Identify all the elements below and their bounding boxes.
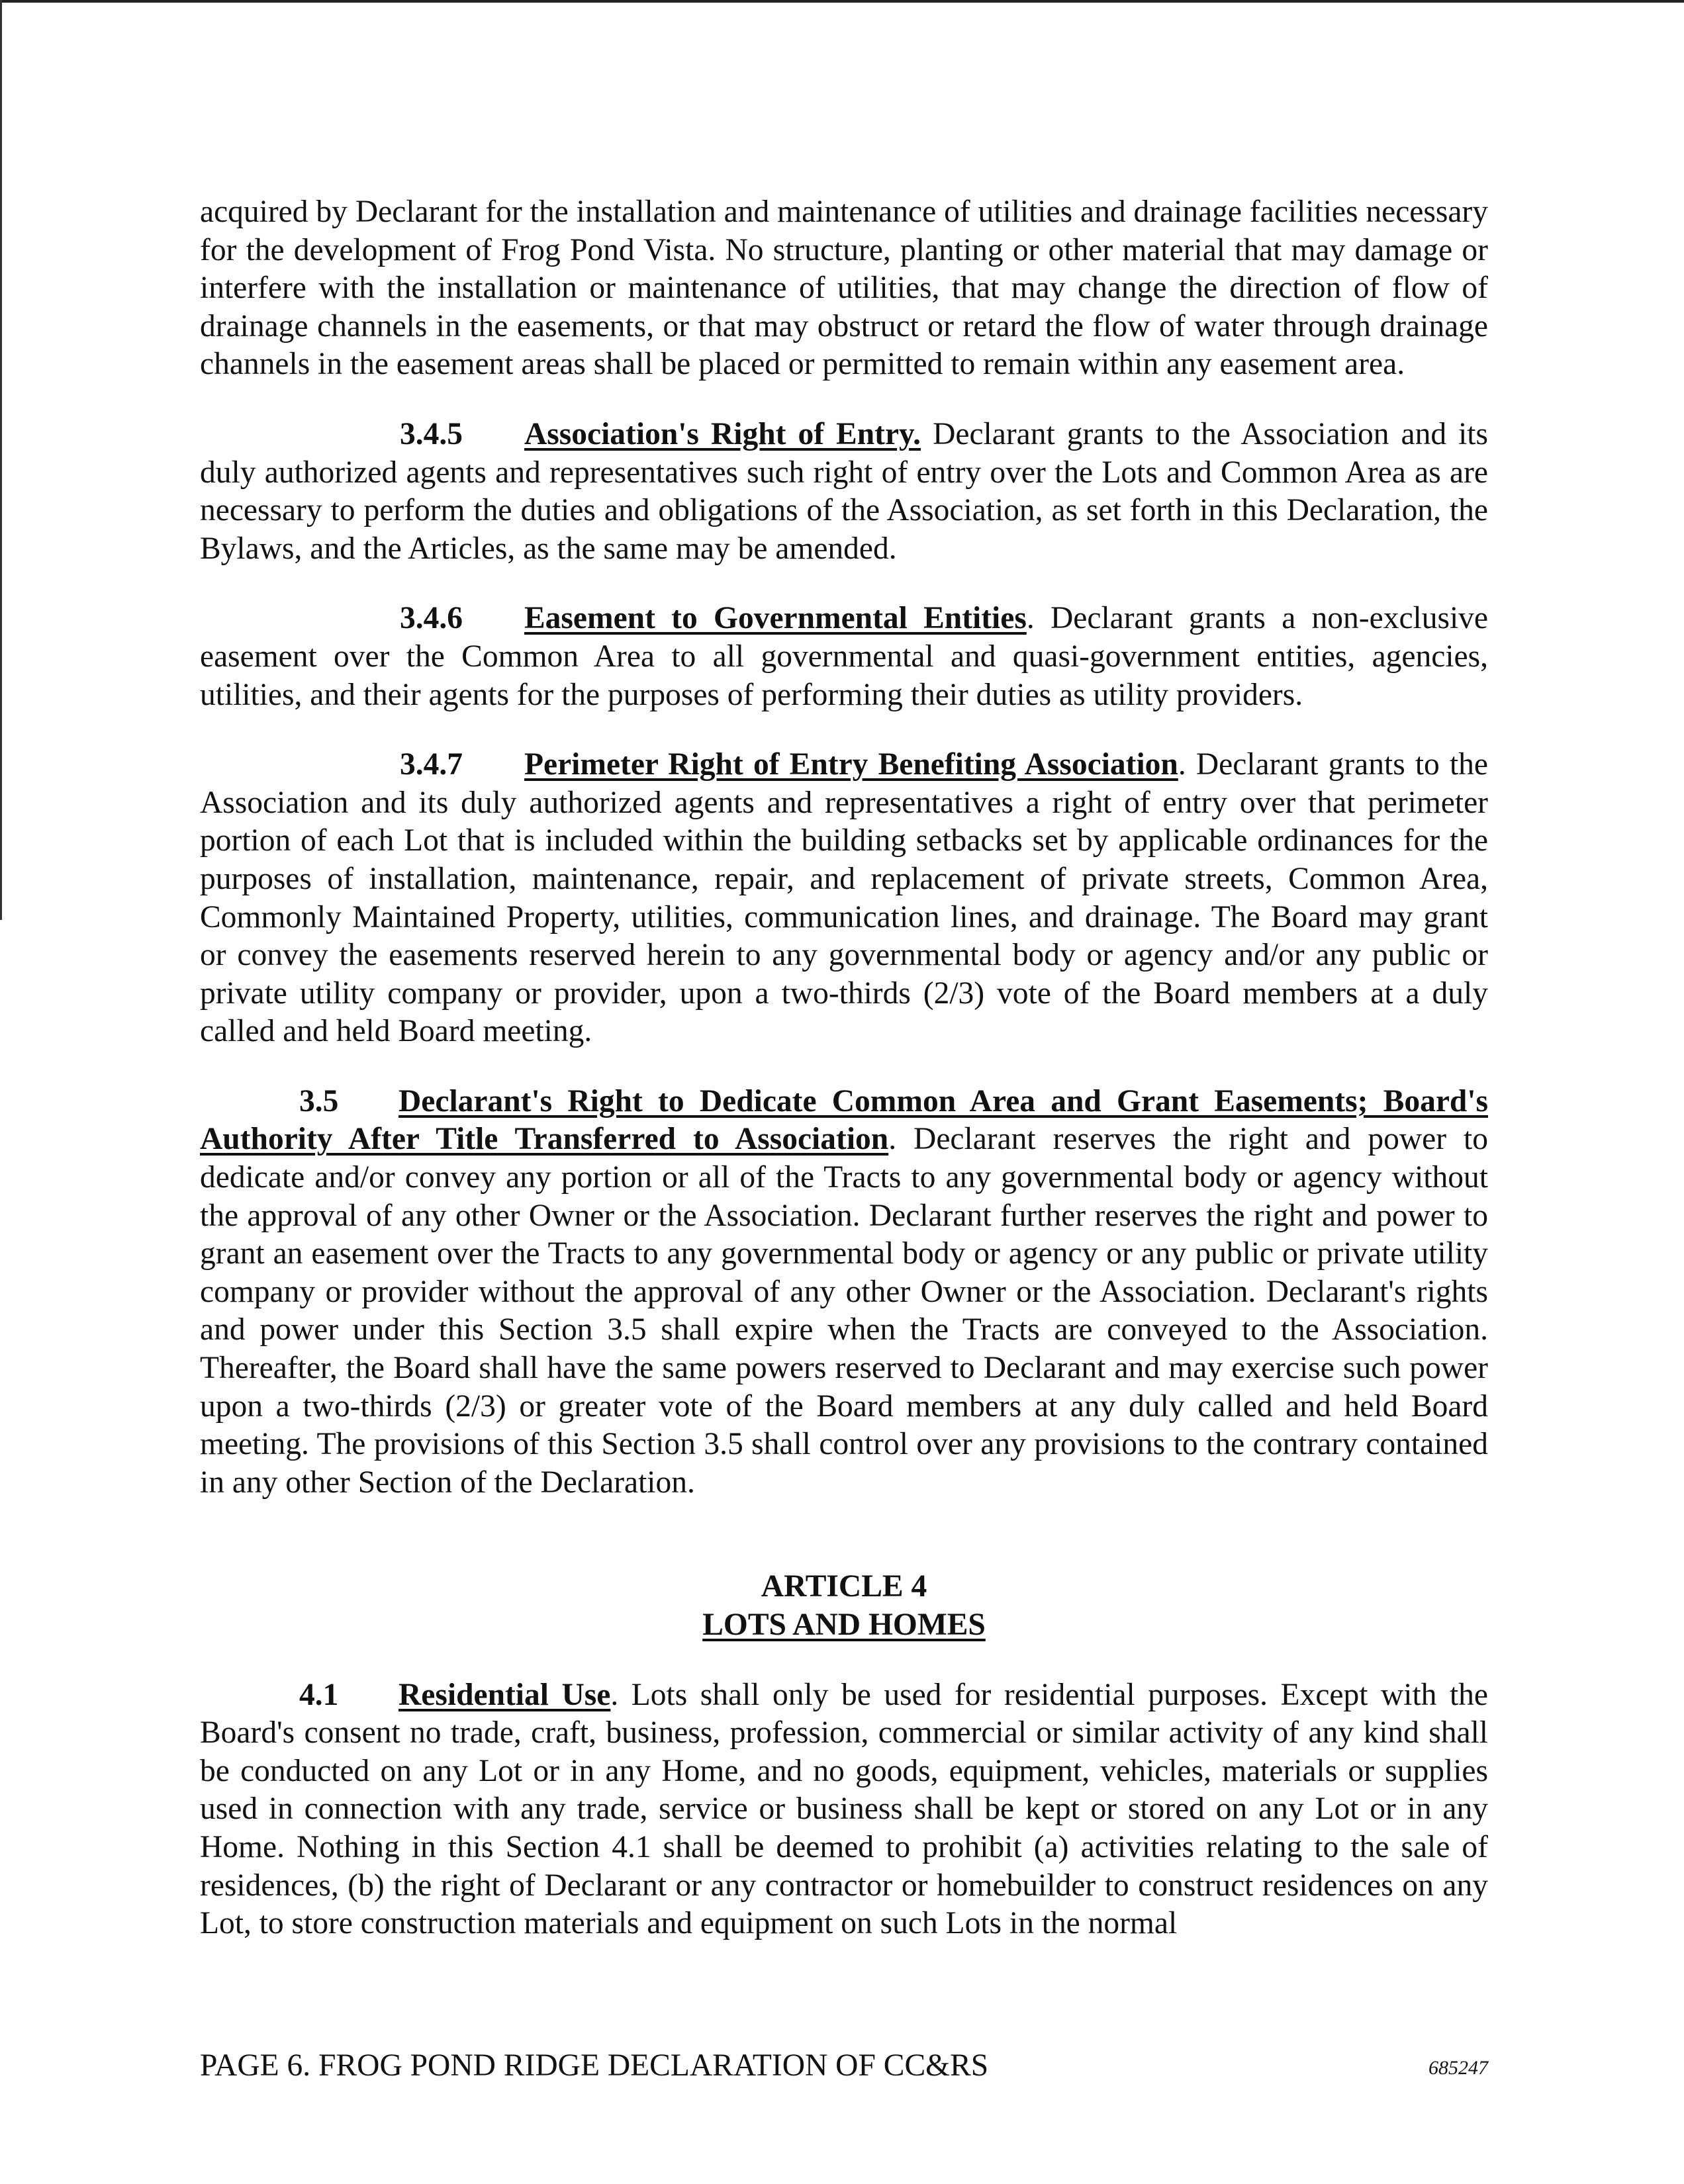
section-3-4-5 — [200, 416, 1488, 568]
section-heading: Perimeter Right of Entry Benefiting Association — [524, 747, 1178, 782]
section-heading: Association's Right of Entry. — [524, 416, 921, 451]
paragraph-continuation: acquired by Declarant for the installation and maintenance of utilities and drainage facilities necessary for the development of Frog Pond Vista. No structure, planting or other material that may damage or interfere with the installation or maintenance of utilities, that may change the direction of flow of drainage channels in the easements, or that may obstruct or retard the flow of water through drainage channels in the easement areas shall be placed or permitted to remain within any easement area. — [200, 195, 1488, 382]
section-number: 4.1 — [299, 1677, 339, 1712]
section-3-4-7 — [200, 746, 1488, 1051]
section-number: 3.4.7 — [400, 747, 463, 782]
article-title: LOTS AND HOMES — [702, 1608, 986, 1642]
section-number: 3.4.5 — [400, 416, 463, 451]
document-code: 685247 — [1428, 2057, 1488, 2079]
section-3-5 — [200, 1083, 1488, 1502]
section-number: 3.5 — [299, 1083, 339, 1118]
section-text: . Declarant reserves the right and power to dedicate and/or convey any portion or all of the Tracts to any governmental body or agency without the approval of any other Owner or the Association. Declarant further reserves the right and power to grant an easement over the Tracts to any governmental body or agency or any public or private utility company or provider without the approval of any other Owner or the Association. Declarant's rights and power under this Section 3.5 shall expire when the Tracts are conveyed to the Association. Thereafter, the Board shall have the same powers reserved to Declarant and may exercise such power upon a two-thirds (2/3) or greater vote of the Board members at any duly called and held Board meeting. The provisions of this Section 3.5 shall control over any provisions to the contrary contained in any other Section of the Declaration. — [200, 1122, 1488, 1500]
section-text: Declarant grants to the Association and its duly authorized agents and representatives such right of entry over the Lots and Common Area as are necessary to perform the duties and obligations of the Association, as set forth in this Declaration, the Bylaws, and the Articles, as the same may be amended. — [200, 416, 1488, 566]
section-text: . Declarant grants to the Association and its duly authorized agents and representatives a right of entry over that perimeter portion of each Lot that is included within the building setbacks set by applicable ordinances for the purposes of installation, maintenance, repair, and replacement of private streets, Common Area, Commonly Maintained Property, utilities, communication lines, and drainage. The Board may grant or convey the easements reserved herein to any governmental body or agency and/or any public or private utility company or provider, upon a two-thirds (2/3) vote of the Board members at a duly called and held Board meeting. — [200, 747, 1488, 1049]
section-3-4-6 — [200, 600, 1488, 714]
document-body — [200, 193, 1488, 1975]
article-label: ARTICLE 4 — [761, 1569, 927, 1604]
section-4-1 — [200, 1676, 1488, 1943]
section-heading: Residential Use — [398, 1677, 611, 1712]
left-scan-border — [0, 0, 2, 920]
section-text: . Lots shall only be used for residential purposes. Except with the Board's consent no trade, craft, business, profession, commercial or similar activity of any kind shall be conducted on any Lot or in any Home, and no goods, equipment, vehicles, materials or supplies used in connection with any trade, service or business shall be kept or stored on any Lot or in any Home. Nothing in this Section 4.1 shall be deemed to prohibit (a) activities relating to the sale of residences, (b) the right of Declarant or any contractor or homebuilder to construct residences on any Lot, to store construction materials and equipment on such Lots in the normal — [200, 1677, 1488, 1941]
top-scan-border — [0, 0, 1684, 3]
section-heading: Easement to Governmental Entities — [524, 601, 1027, 636]
section-text: . Declarant grants a non-exclusive easement over the Common Area to all governmental and quasi-government entities, agencies, utilities, and their agents for the purposes of performing their duties as utility providers. — [200, 601, 1488, 712]
section-heading: Declarant's Right to Dedicate Common Area and Grant Easements; Board's Authority After Title Transferred to Association — [200, 1083, 1488, 1157]
section-number: 3.4.6 — [400, 601, 463, 636]
page-footer — [200, 2048, 1488, 2083]
footer-label: PAGE 6. FROG POND RIDGE DECLARATION OF CC&RS — [200, 2048, 989, 2083]
article-heading — [200, 1568, 1488, 1644]
